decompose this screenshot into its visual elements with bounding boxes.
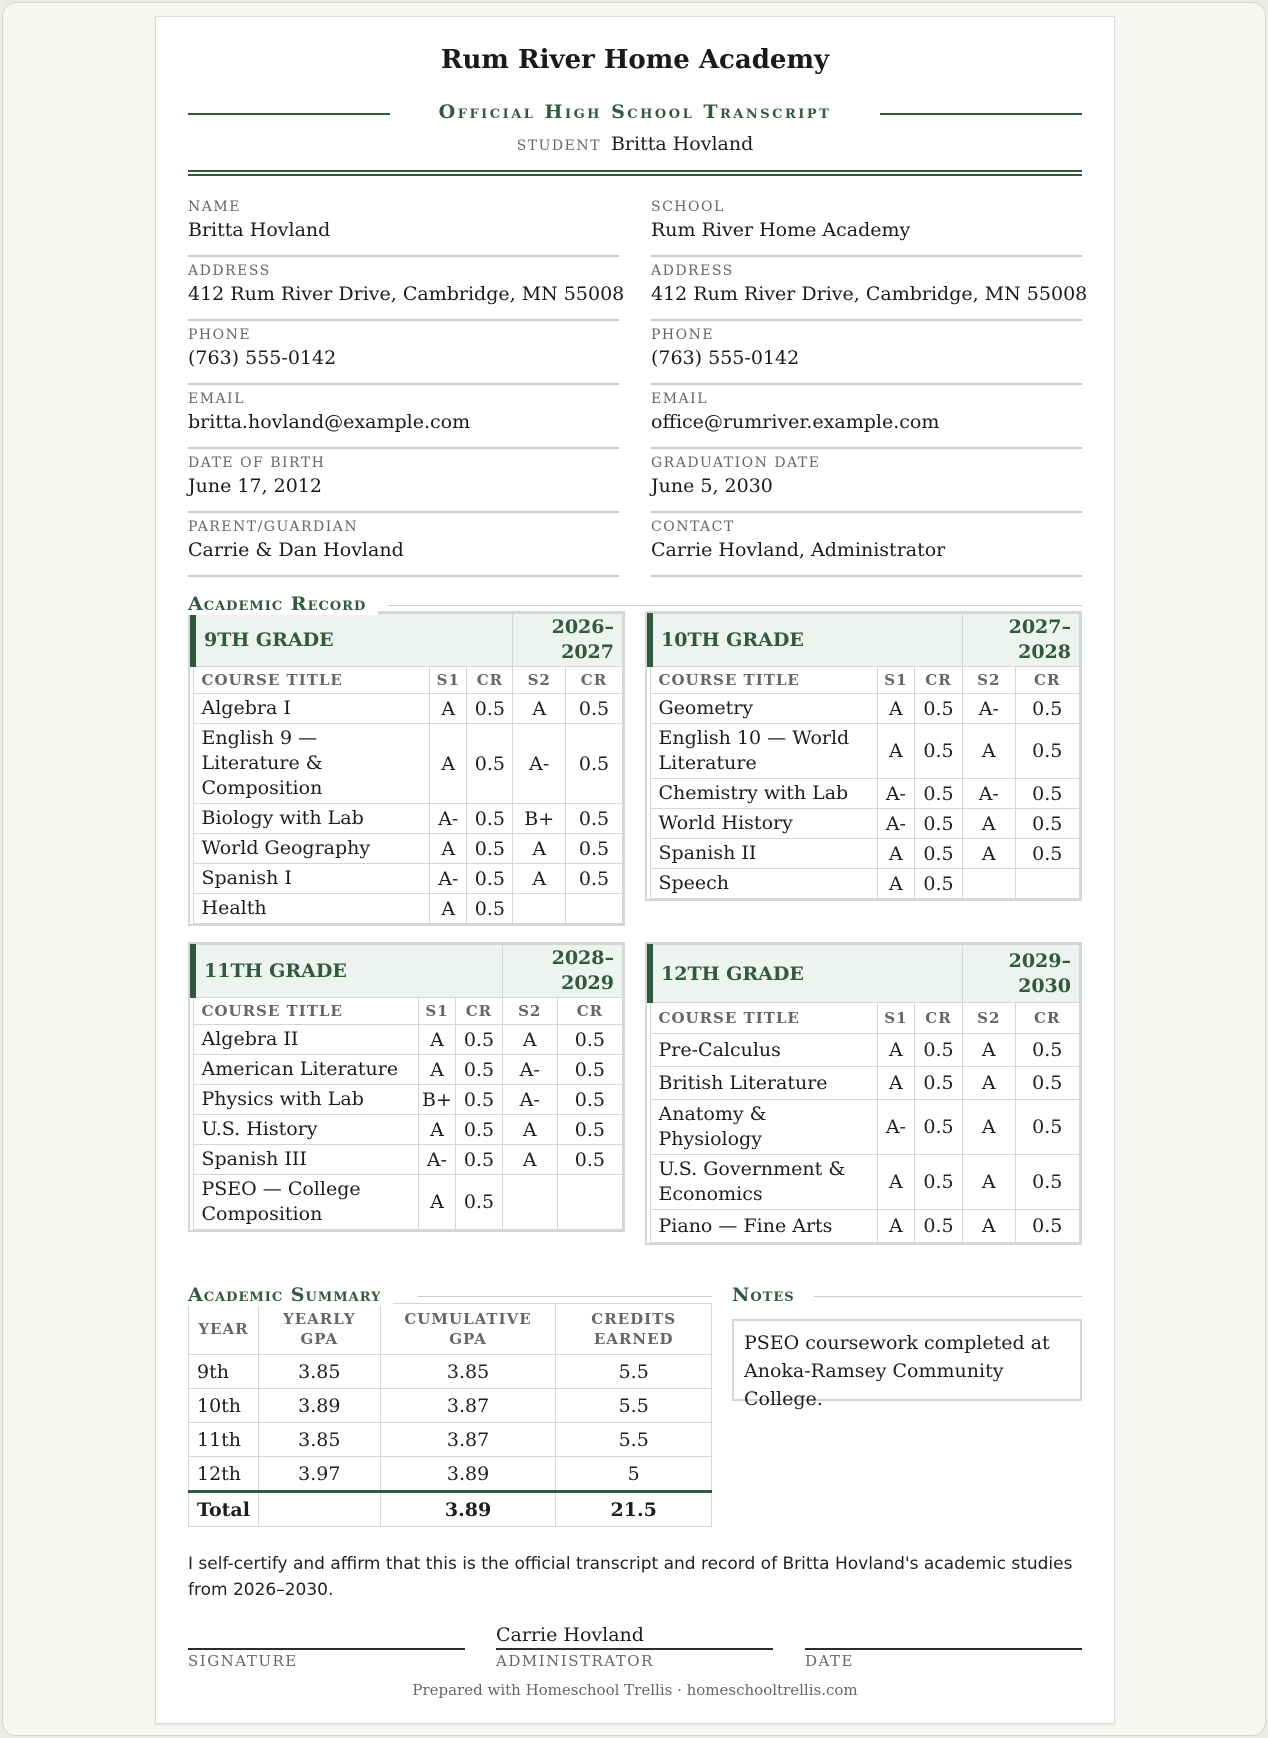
sem2-credit: 0.5 bbox=[1015, 809, 1080, 839]
student-label: STUDENT bbox=[516, 138, 601, 154]
field-value: Carrie Hovland, Administrator bbox=[651, 539, 946, 561]
course-row bbox=[193, 1175, 623, 1230]
sem1-grade: A bbox=[430, 694, 467, 724]
field-student-email bbox=[188, 391, 619, 449]
sem1-grade: A bbox=[877, 724, 914, 779]
field-label: ADDRESS bbox=[651, 263, 734, 279]
grade-year: 2027– 2028 bbox=[963, 614, 1080, 667]
sem1-credit: 0.5 bbox=[914, 1034, 962, 1067]
course-title: Biology with Lab bbox=[193, 804, 430, 834]
total-label: Total bbox=[189, 1492, 259, 1527]
date-block bbox=[805, 1624, 1082, 1670]
sem2-grade: A bbox=[502, 1115, 557, 1145]
course-title: Algebra I bbox=[193, 694, 430, 724]
course-row bbox=[650, 694, 1080, 724]
summary-year: 10th bbox=[189, 1389, 259, 1423]
course-title: PSEO — College Composition bbox=[193, 1175, 418, 1230]
sem1-credit: 0.5 bbox=[456, 1025, 502, 1055]
col-year: YEAR bbox=[189, 1304, 259, 1355]
field-graduation bbox=[651, 455, 1082, 513]
sem2-grade: A bbox=[502, 1145, 557, 1175]
summary-year: 11th bbox=[189, 1423, 259, 1457]
col-cr2: CR bbox=[1015, 1003, 1080, 1034]
sem2-grade: A bbox=[513, 834, 566, 864]
sem1-grade: A bbox=[430, 894, 467, 924]
sem1-credit: 0.5 bbox=[914, 809, 962, 839]
sem1-credit: 0.5 bbox=[467, 834, 513, 864]
field-label: NAME bbox=[188, 199, 241, 215]
course-row bbox=[193, 724, 623, 804]
field-label: GRADUATION DATE bbox=[651, 455, 821, 471]
sem1-credit: 0.5 bbox=[914, 1155, 962, 1210]
administrator-block bbox=[496, 1624, 773, 1670]
notes-box: PSEO coursework completed at Anoka-Ramsey Community College. bbox=[732, 1319, 1082, 1401]
sem1-credit: 0.5 bbox=[467, 694, 513, 724]
sem1-credit: 0.5 bbox=[456, 1115, 502, 1145]
sem1-grade: A- bbox=[877, 1100, 914, 1155]
field-guardian bbox=[188, 519, 619, 577]
field-student-phone bbox=[188, 327, 619, 385]
course-title: Spanish I bbox=[193, 864, 430, 894]
field-value: 412 Rum River Drive, Cambridge, MN 55008 bbox=[651, 283, 1088, 305]
col-s1: S1 bbox=[877, 667, 914, 694]
field-value: 412 Rum River Drive, Cambridge, MN 55008 bbox=[188, 283, 625, 305]
field-value: (763) 555-0142 bbox=[651, 347, 800, 369]
field-school-email bbox=[651, 391, 1082, 449]
sem1-credit: 0.5 bbox=[456, 1175, 502, 1230]
course-title: Geometry bbox=[650, 694, 877, 724]
course-title: U.S. Government & Economics bbox=[650, 1155, 877, 1210]
col-cr1: CR bbox=[456, 998, 502, 1025]
course-row bbox=[650, 724, 1080, 779]
sem1-grade: A bbox=[418, 1175, 456, 1230]
summary-header-row bbox=[189, 1304, 712, 1355]
summary-cumulative-gpa: 3.87 bbox=[380, 1389, 556, 1423]
col-s1: S1 bbox=[430, 667, 467, 694]
course-row bbox=[650, 1067, 1080, 1100]
grade-name: 9TH GRADE bbox=[193, 614, 513, 667]
summary-year: 12th bbox=[189, 1457, 259, 1492]
sem1-credit: 0.5 bbox=[456, 1085, 502, 1115]
sem1-credit: 0.5 bbox=[914, 694, 962, 724]
grade-table bbox=[190, 613, 623, 924]
grade-table bbox=[647, 613, 1080, 899]
sem2-credit: 0.5 bbox=[1015, 1100, 1080, 1155]
administrator-line bbox=[496, 1648, 773, 1650]
total-yearly-empty bbox=[258, 1492, 380, 1527]
grade-name: 11TH GRADE bbox=[193, 945, 502, 998]
sem2-grade: A bbox=[963, 809, 1015, 839]
course-title: U.S. History bbox=[193, 1115, 418, 1145]
field-value: June 17, 2012 bbox=[188, 475, 322, 497]
sem2-credit: 0.5 bbox=[557, 1055, 622, 1085]
field-student-address bbox=[188, 263, 625, 321]
course-title: Speech bbox=[650, 869, 877, 899]
sem1-grade: A bbox=[877, 839, 914, 869]
course-row bbox=[193, 804, 623, 834]
sem2-grade: A bbox=[963, 839, 1015, 869]
sem1-grade: B+ bbox=[418, 1085, 456, 1115]
course-row bbox=[650, 1034, 1080, 1067]
field-label: PHONE bbox=[188, 327, 252, 343]
sem1-grade: A bbox=[418, 1115, 456, 1145]
sem1-credit: 0.5 bbox=[914, 1100, 962, 1155]
school-title: Rum River Home Academy bbox=[440, 45, 830, 75]
grade-year: 2029– 2030 bbox=[963, 945, 1080, 1003]
course-title: English 9 — Literature & Composition bbox=[193, 724, 430, 804]
col-cr2: CR bbox=[1015, 667, 1080, 694]
sem1-grade: A bbox=[877, 1155, 914, 1210]
summary-credits: 5.5 bbox=[556, 1389, 712, 1423]
field-label: EMAIL bbox=[188, 391, 245, 407]
course-row bbox=[193, 834, 623, 864]
summary-yearly-gpa: 3.97 bbox=[258, 1457, 380, 1492]
field-label: EMAIL bbox=[651, 391, 708, 407]
course-row bbox=[650, 869, 1080, 899]
sem2-grade: B+ bbox=[513, 804, 566, 834]
sem2-credit: 0.5 bbox=[566, 694, 623, 724]
course-title: American Literature bbox=[193, 1055, 418, 1085]
grade-name: 12TH GRADE bbox=[650, 945, 963, 1003]
sem2-grade: A bbox=[513, 694, 566, 724]
field-label: PARENT/GUARDIAN bbox=[188, 519, 359, 535]
col-course: COURSE TITLE bbox=[650, 667, 877, 694]
sem2-credit: 0.5 bbox=[566, 864, 623, 894]
summary-row bbox=[189, 1457, 712, 1492]
total-credits: 21.5 bbox=[556, 1492, 712, 1527]
sem1-grade: A- bbox=[877, 809, 914, 839]
course-row bbox=[650, 809, 1080, 839]
course-title: Pre-Calculus bbox=[650, 1034, 877, 1067]
sem1-grade: A- bbox=[877, 779, 914, 809]
course-title: World Geography bbox=[193, 834, 430, 864]
sem2-grade bbox=[513, 894, 566, 924]
student-row bbox=[188, 133, 1082, 155]
sem2-credit: 0.5 bbox=[1015, 724, 1080, 779]
course-title: British Literature bbox=[650, 1067, 877, 1100]
column-header-row bbox=[650, 1003, 1080, 1034]
doc-title-row bbox=[188, 101, 1082, 129]
course-row bbox=[193, 1145, 623, 1175]
field-school-address bbox=[651, 263, 1088, 321]
sem2-credit bbox=[1015, 869, 1080, 899]
sem1-credit: 0.5 bbox=[456, 1145, 502, 1175]
sem2-grade: A bbox=[502, 1025, 557, 1055]
sem2-credit: 0.5 bbox=[1015, 694, 1080, 724]
column-header-row bbox=[650, 667, 1080, 694]
administrator-name: Carrie Hovland bbox=[496, 1624, 644, 1646]
sem2-grade: A bbox=[963, 1067, 1015, 1100]
field-contact bbox=[651, 519, 1082, 577]
sem1-grade: A bbox=[418, 1025, 456, 1055]
course-title: Physics with Lab bbox=[193, 1085, 418, 1115]
field-value: Rum River Home Academy bbox=[651, 219, 911, 241]
course-row bbox=[193, 1055, 623, 1085]
sem2-credit: 0.5 bbox=[557, 1145, 622, 1175]
col-s1: S1 bbox=[877, 1003, 914, 1034]
sem1-credit: 0.5 bbox=[467, 894, 513, 924]
col-s2: S2 bbox=[963, 1003, 1015, 1034]
field-school-phone bbox=[651, 327, 1082, 385]
transcript-page bbox=[155, 16, 1115, 1724]
col-course: COURSE TITLE bbox=[193, 998, 418, 1025]
sem1-credit: 0.5 bbox=[914, 1067, 962, 1100]
summary-table bbox=[188, 1303, 712, 1527]
course-row bbox=[650, 1100, 1080, 1155]
summary-credits: 5 bbox=[556, 1457, 712, 1492]
col-s2: S2 bbox=[963, 667, 1015, 694]
summary-yearly-gpa: 3.89 bbox=[258, 1389, 380, 1423]
summary-cumulative-gpa: 3.85 bbox=[380, 1355, 556, 1389]
sem1-grade: A- bbox=[430, 804, 467, 834]
grade-11-table bbox=[188, 942, 625, 1232]
summary-body bbox=[189, 1355, 712, 1527]
course-row bbox=[193, 1085, 623, 1115]
field-label: PHONE bbox=[651, 327, 715, 343]
summary-yearly-gpa: 3.85 bbox=[258, 1355, 380, 1389]
summary-total-row bbox=[189, 1492, 712, 1527]
sem2-grade: A bbox=[963, 1034, 1015, 1067]
sem1-grade: A bbox=[877, 1034, 914, 1067]
header-divider bbox=[188, 170, 1082, 176]
sem2-credit: 0.5 bbox=[566, 804, 623, 834]
col-credits-earned: CREDITS EARNED bbox=[556, 1304, 712, 1355]
academic-summary-heading: Academic Summary bbox=[188, 1284, 712, 1308]
signature-line bbox=[188, 1648, 465, 1650]
sem2-credit: 0.5 bbox=[1015, 1067, 1080, 1100]
col-cr2: CR bbox=[557, 998, 622, 1025]
sem1-credit: 0.5 bbox=[914, 869, 962, 899]
course-row bbox=[193, 894, 623, 924]
course-title: World History bbox=[650, 809, 877, 839]
col-cr1: CR bbox=[467, 667, 513, 694]
signature-label: SIGNATURE bbox=[188, 1652, 298, 1670]
grade-year: 2028– 2029 bbox=[502, 945, 622, 998]
grade-header-row bbox=[193, 945, 623, 998]
sem1-credit: 0.5 bbox=[467, 864, 513, 894]
sem2-credit: 0.5 bbox=[1015, 1034, 1080, 1067]
sem1-credit: 0.5 bbox=[914, 1210, 962, 1243]
field-label: SCHOOL bbox=[651, 199, 725, 215]
summary-credits: 5.5 bbox=[556, 1355, 712, 1389]
course-title: Spanish II bbox=[650, 839, 877, 869]
sem2-grade: A- bbox=[963, 779, 1015, 809]
sem2-credit: 0.5 bbox=[1015, 839, 1080, 869]
field-value: britta.hovland@example.com bbox=[188, 411, 471, 433]
column-header-row bbox=[193, 998, 623, 1025]
sem2-credit: 0.5 bbox=[557, 1115, 622, 1145]
sem1-grade: A bbox=[877, 869, 914, 899]
course-row bbox=[193, 1115, 623, 1145]
certification-statement: I self-certify and affirm that this is the official transcript and record of Britta Hovland's academic studies from 2026–2030. bbox=[188, 1554, 1073, 1600]
sem2-grade: A bbox=[513, 864, 566, 894]
field-value: June 5, 2030 bbox=[651, 475, 773, 497]
grade-header-row bbox=[193, 614, 623, 667]
course-row bbox=[650, 779, 1080, 809]
sem1-credit: 0.5 bbox=[456, 1055, 502, 1085]
course-row bbox=[193, 1025, 623, 1055]
course-title: English 10 — World Literature bbox=[650, 724, 877, 779]
field-label: CONTACT bbox=[651, 519, 735, 535]
course-row bbox=[193, 864, 623, 894]
sem2-credit: 0.5 bbox=[1015, 1155, 1080, 1210]
date-line bbox=[805, 1648, 1082, 1650]
summary-row bbox=[189, 1423, 712, 1457]
course-title: Spanish III bbox=[193, 1145, 418, 1175]
sem1-grade: A- bbox=[418, 1145, 456, 1175]
sem1-grade: A- bbox=[430, 864, 467, 894]
summary-cumulative-gpa: 3.87 bbox=[380, 1423, 556, 1457]
field-school bbox=[651, 199, 1082, 257]
sem1-credit: 0.5 bbox=[914, 839, 962, 869]
footer-credit: Prepared with Homeschool Trellis · homeschooltrellis.com bbox=[412, 1681, 858, 1699]
grade-12-table bbox=[645, 942, 1082, 1245]
date-label: DATE bbox=[805, 1652, 854, 1670]
summary-row bbox=[189, 1389, 712, 1423]
sem2-grade bbox=[502, 1175, 557, 1230]
summary-year: 9th bbox=[189, 1355, 259, 1389]
field-value: office@rumriver.example.com bbox=[651, 411, 940, 433]
course-title: Health bbox=[193, 894, 430, 924]
sem2-credit bbox=[566, 894, 623, 924]
course-title: Chemistry with Lab bbox=[650, 779, 877, 809]
course-title: Piano — Fine Arts bbox=[650, 1210, 877, 1243]
grade-9-table bbox=[188, 611, 625, 926]
doc-title: Official High School Transcript bbox=[438, 101, 832, 123]
sem1-grade: A bbox=[877, 1210, 914, 1243]
sem2-credit bbox=[557, 1175, 622, 1230]
sem1-grade: A bbox=[430, 724, 467, 804]
grade-10-table bbox=[645, 611, 1082, 901]
course-row bbox=[193, 694, 623, 724]
grade-name: 10TH GRADE bbox=[650, 614, 963, 667]
summary-credits: 5.5 bbox=[556, 1423, 712, 1457]
grade-table bbox=[190, 944, 623, 1230]
sem2-grade: A bbox=[963, 1210, 1015, 1243]
sem1-grade: A bbox=[418, 1055, 456, 1085]
sem2-grade: A- bbox=[502, 1085, 557, 1115]
summary-row bbox=[189, 1355, 712, 1389]
sem2-grade: A bbox=[963, 724, 1015, 779]
grade-table bbox=[647, 944, 1080, 1243]
field-value: (763) 555-0142 bbox=[188, 347, 337, 369]
sem2-credit: 0.5 bbox=[1015, 1210, 1080, 1243]
signature-block bbox=[188, 1624, 465, 1670]
sem2-grade: A bbox=[963, 1155, 1015, 1210]
sem2-credit: 0.5 bbox=[557, 1085, 622, 1115]
course-row bbox=[650, 1155, 1080, 1210]
course-row bbox=[650, 1210, 1080, 1243]
sem1-credit: 0.5 bbox=[914, 724, 962, 779]
field-value: Britta Hovland bbox=[188, 219, 331, 241]
summary-yearly-gpa: 3.85 bbox=[258, 1423, 380, 1457]
col-yearly-gpa: YEARLY GPA bbox=[258, 1304, 380, 1355]
sem1-credit: 0.5 bbox=[467, 724, 513, 804]
sem2-credit: 0.5 bbox=[1015, 779, 1080, 809]
notes-heading: Notes bbox=[732, 1284, 1082, 1308]
col-cr1: CR bbox=[914, 667, 962, 694]
sem2-grade bbox=[963, 869, 1015, 899]
col-s2: S2 bbox=[502, 998, 557, 1025]
academic-record-heading: Academic Record bbox=[188, 593, 1082, 617]
sem2-grade: A- bbox=[963, 694, 1015, 724]
administrator-label: ADMINISTRATOR bbox=[496, 1652, 654, 1670]
sem2-grade: A- bbox=[513, 724, 566, 804]
field-label: DATE OF BIRTH bbox=[188, 455, 326, 471]
sem2-grade: A- bbox=[502, 1055, 557, 1085]
col-course: COURSE TITLE bbox=[650, 1003, 877, 1034]
course-row bbox=[650, 839, 1080, 869]
total-gpa: 3.89 bbox=[380, 1492, 556, 1527]
course-title: Anatomy & Physiology bbox=[650, 1100, 877, 1155]
field-value: Carrie & Dan Hovland bbox=[188, 539, 404, 561]
col-course: COURSE TITLE bbox=[193, 667, 430, 694]
col-cr1: CR bbox=[914, 1003, 962, 1034]
course-title: Algebra II bbox=[193, 1025, 418, 1055]
col-cumulative-gpa: CUMULATIVE GPA bbox=[380, 1304, 556, 1355]
col-s2: S2 bbox=[513, 667, 566, 694]
sem2-credit: 0.5 bbox=[566, 724, 623, 804]
grade-header-row bbox=[650, 614, 1080, 667]
column-header-row bbox=[193, 667, 623, 694]
grade-year: 2026– 2027 bbox=[513, 614, 623, 667]
field-name bbox=[188, 199, 619, 257]
sem1-grade: A bbox=[430, 834, 467, 864]
sem2-grade: A bbox=[963, 1100, 1015, 1155]
field-dob bbox=[188, 455, 619, 513]
col-s1: S1 bbox=[418, 998, 456, 1025]
sem1-grade: A bbox=[877, 1067, 914, 1100]
sem1-credit: 0.5 bbox=[467, 804, 513, 834]
student-name: Britta Hovland bbox=[610, 133, 754, 155]
grade-header-row bbox=[650, 945, 1080, 1003]
sem1-credit: 0.5 bbox=[914, 779, 962, 809]
sem2-credit: 0.5 bbox=[566, 834, 623, 864]
summary-cumulative-gpa: 3.89 bbox=[380, 1457, 556, 1492]
sem2-credit: 0.5 bbox=[557, 1025, 622, 1055]
sem1-grade: A bbox=[877, 694, 914, 724]
col-cr2: CR bbox=[566, 667, 623, 694]
field-label: ADDRESS bbox=[188, 263, 271, 279]
